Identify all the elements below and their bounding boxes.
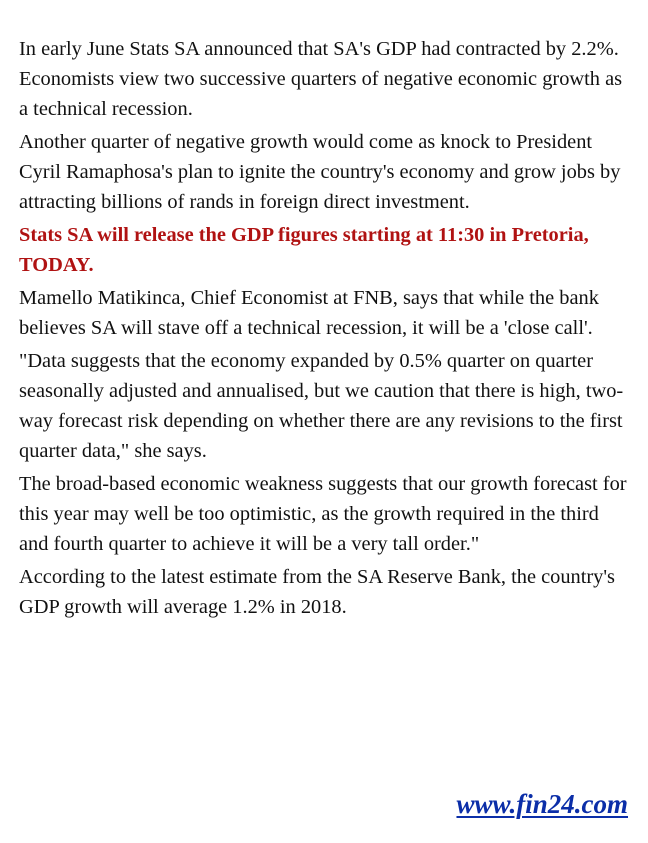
paragraph-ramaphosa-plan: Another quarter of negative growth would come as knock to President Cyril Ramaphosa's plan to ignite the country's economy and grow jobs by attracting billions of rands in foreign direct investment. [19,131,621,213]
paragraph-gdp-contraction: In early June Stats SA announced that SA's GDP had contracted by 2.2%. Economists view two successive quarters of negative economic growth as a technical recession. [19,38,623,120]
paragraph-fnb-economist: Mamello Matikinca, Chief Economist at FNB, says that while the bank believes SA will stave off a technical recession, it will be a 'close call'. [19,287,599,339]
highlight-release-notice: Stats SA will release the GDP figures starting at 11:30 in Pretoria, TODAY. [19,224,589,276]
source-link[interactable]: www.fin24.com [456,789,628,819]
paragraph-growth-forecast: The broad-based economic weakness suggests that our growth forecast for this year may well be too optimistic, as the growth required in the third and fourth quarter to achieve it will be a very tall order." [19,473,627,555]
article-body [19,34,633,625]
paragraph-reserve-bank-estimate: According to the latest estimate from the SA Reserve Bank, the country's GDP growth will average 1.2% in 2018. [19,566,615,618]
paragraph-economist-quote: "Data suggests that the economy expanded by 0.5% quarter on quarter seasonally adjusted and annualised, but we caution that there is high, two-way forecast risk depending on whether there are any revisions to the first quarter data," she says. [19,350,624,462]
